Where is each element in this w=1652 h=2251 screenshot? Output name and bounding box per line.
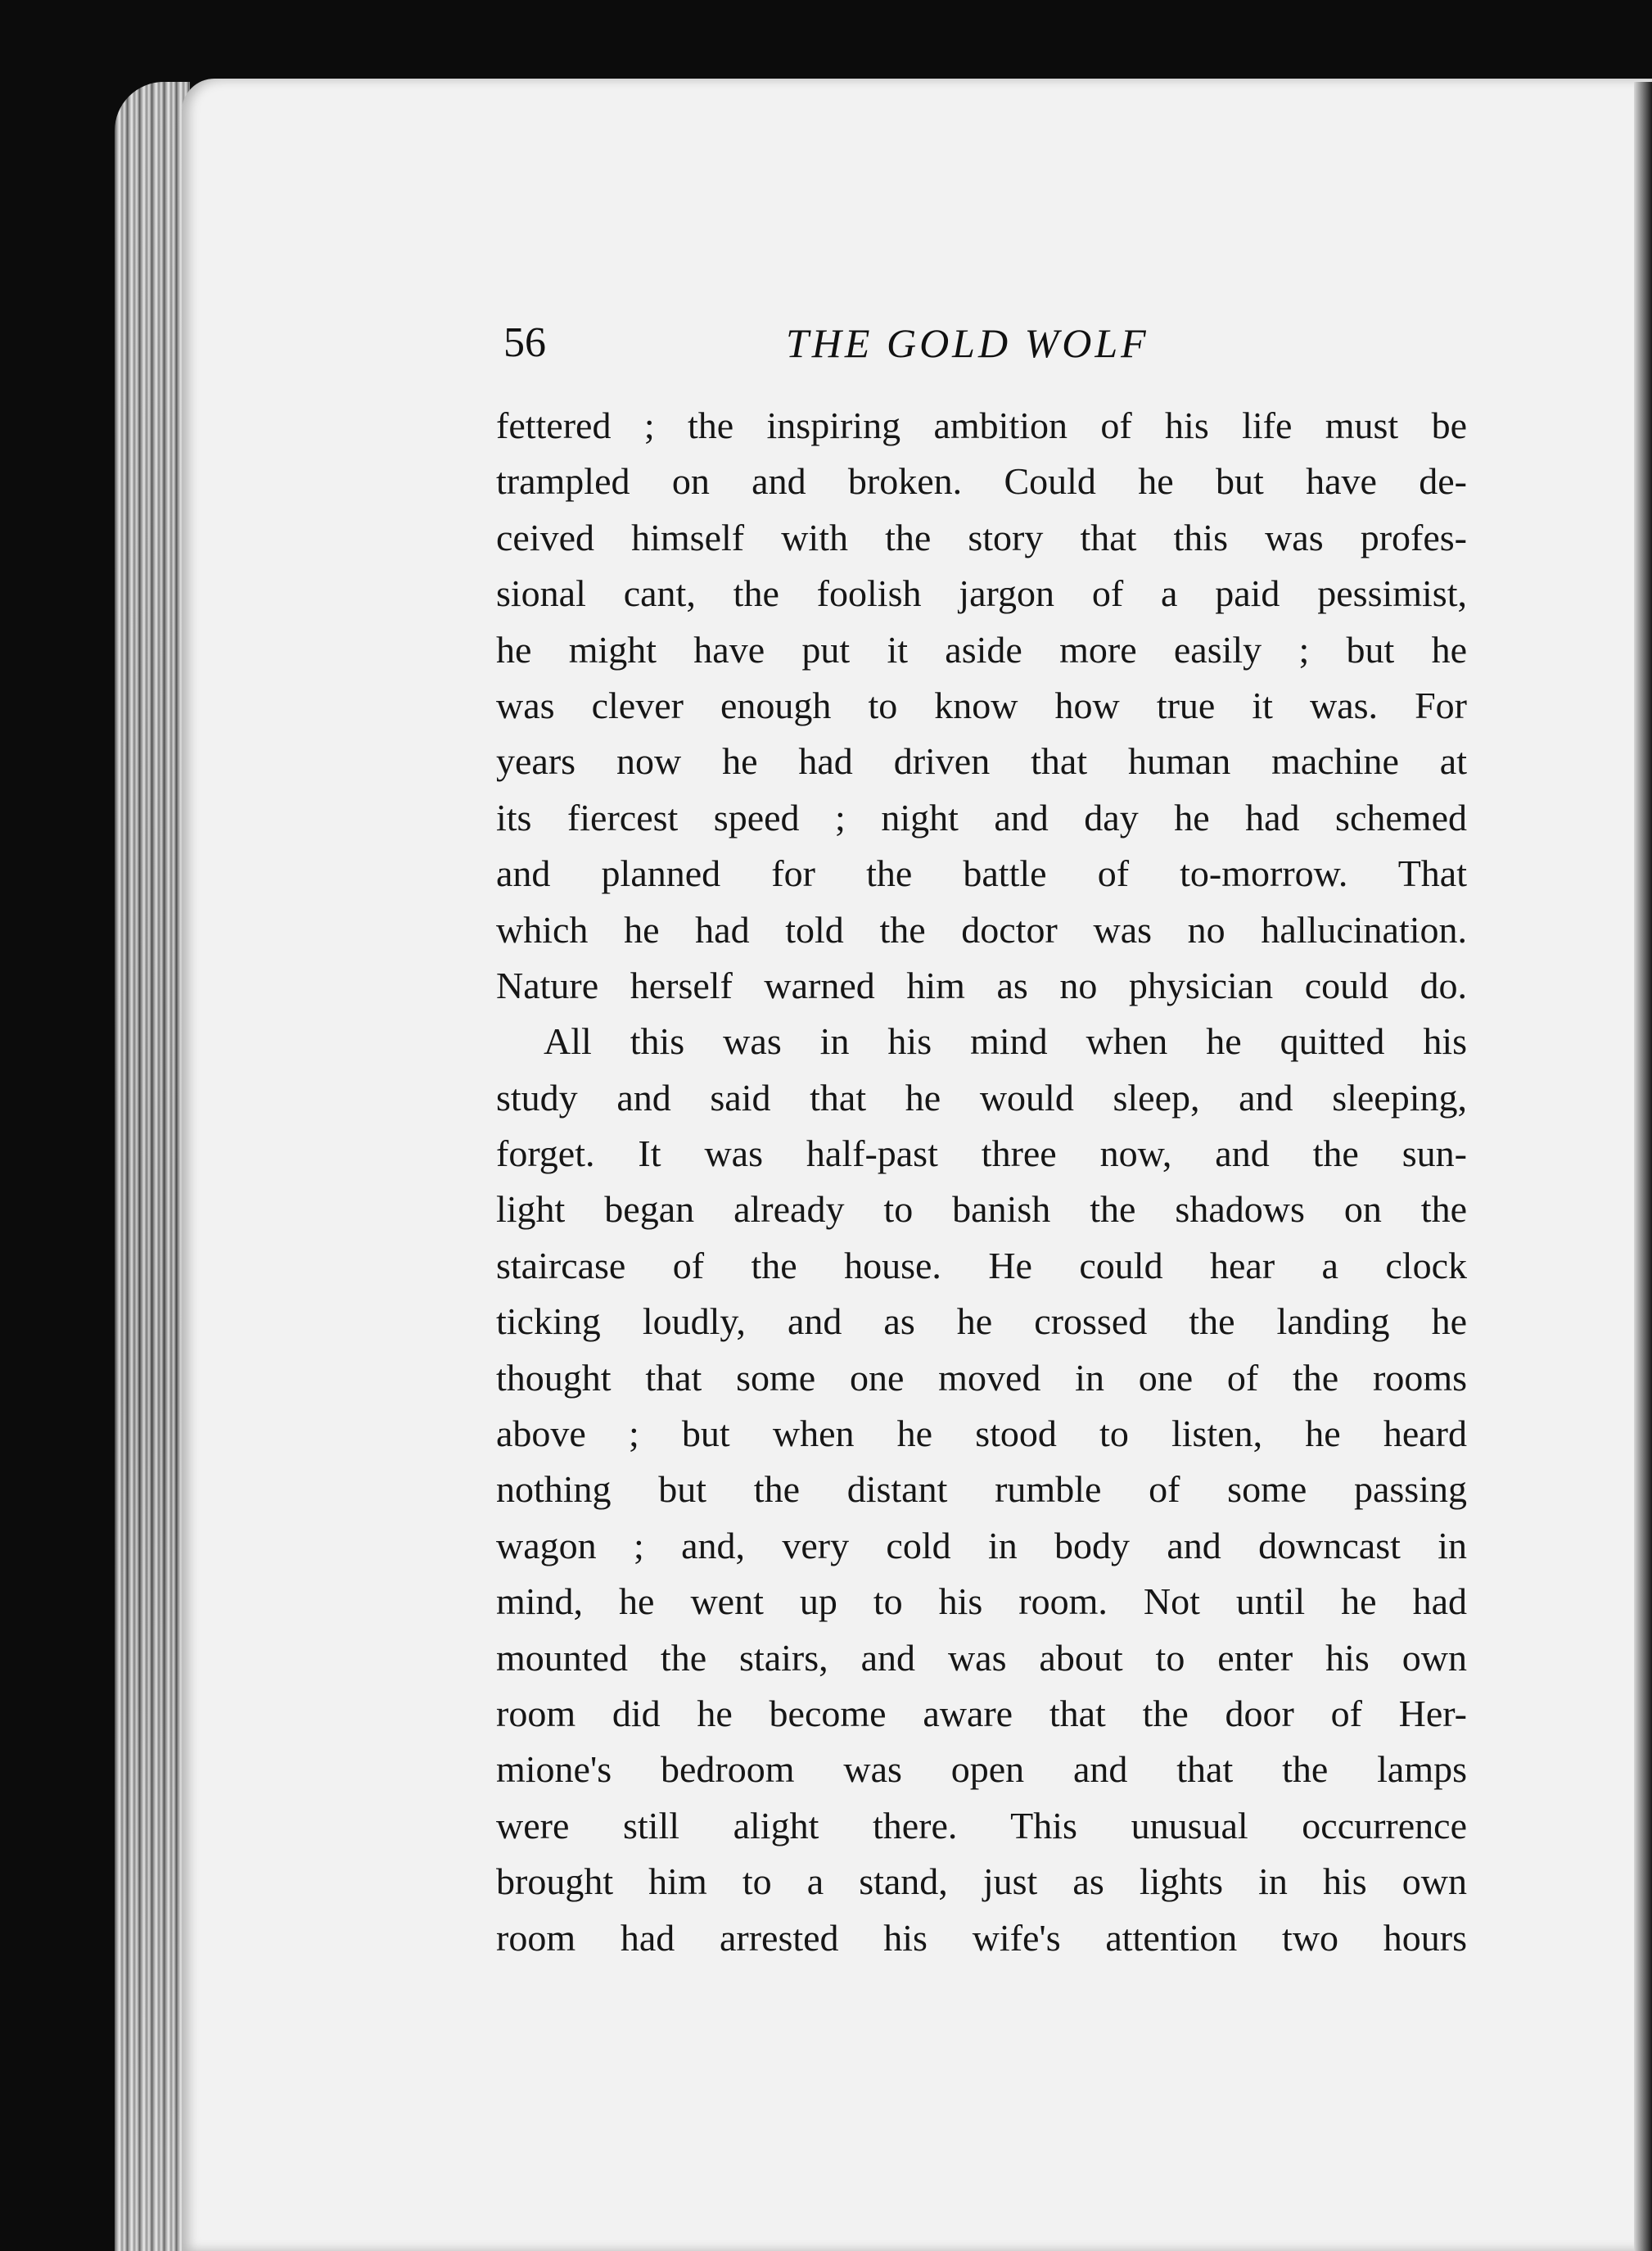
text-line: fettered ; the inspiring ambition of his life must be — [496, 405, 1467, 446]
text-line: years now he had driven that human machine at — [496, 740, 1467, 783]
text-line: sional cant, the foolish jargon of a paid pessimist, — [496, 572, 1467, 615]
running-title: THE GOLD WOLF — [786, 320, 1149, 366]
text-line: Nature herself warned him as no physician could do. — [496, 964, 1467, 1006]
text-line: brought him to a stand, just as lights in his own — [496, 1860, 1467, 1903]
text-line: were still alight there. This unusual occurrence — [496, 1804, 1467, 1846]
paragraph-start-line: All this was in his mind when he quitted his — [544, 1020, 1467, 1063]
text-line: ticking loudly, and as he crossed the landing he — [496, 1300, 1467, 1343]
text-line: light began already to banish the shadows on the — [496, 1188, 1467, 1231]
text-line: above ; but when he stood to listen, he heard — [496, 1413, 1467, 1455]
book-page-edges — [115, 82, 190, 2251]
text-line: he might have put it aside more easily ; but he — [496, 628, 1467, 671]
text-line: its fiercest speed ; night and day he had schemed — [496, 796, 1467, 838]
text-line: room had arrested his wife's attention two hours — [496, 1916, 1467, 1959]
page-number: 56 — [503, 319, 546, 366]
text-line: staircase of the house. He could hear a clock — [496, 1244, 1467, 1286]
text-line: was clever enough to know how true it was. For — [496, 684, 1467, 726]
page-gutter-shadow — [1634, 82, 1652, 2251]
text-line: trampled on and broken. Could he but have de- — [496, 460, 1467, 503]
text-line: and planned for the battle of to-morrow. That — [496, 852, 1467, 895]
text-line: mione's bedroom was open and that the lamps — [496, 1748, 1467, 1791]
text-line: room did he become aware that the door of Her- — [496, 1692, 1467, 1734]
text-line: mounted the stairs, and was about to enter his own — [496, 1636, 1467, 1679]
text-line: which he had told the doctor was no hallucination. — [496, 908, 1467, 951]
text-line: thought that some one moved in one of the rooms — [496, 1356, 1467, 1399]
text-line: forget. It was half-past three now, and the sun- — [496, 1132, 1467, 1175]
text-line: ceived himself with the story that this was profes- — [496, 516, 1467, 558]
text-line: wagon ; and, very cold in body and downcast in — [496, 1524, 1467, 1566]
body-text — [496, 398, 1467, 1966]
text-line: nothing but the distant rumble of some passing — [496, 1468, 1467, 1511]
text-line: study and said that he would sleep, and sleeping, — [496, 1076, 1467, 1119]
text-line: mind, he went up to his room. Not until he had — [496, 1580, 1467, 1623]
page-header — [503, 314, 1465, 372]
